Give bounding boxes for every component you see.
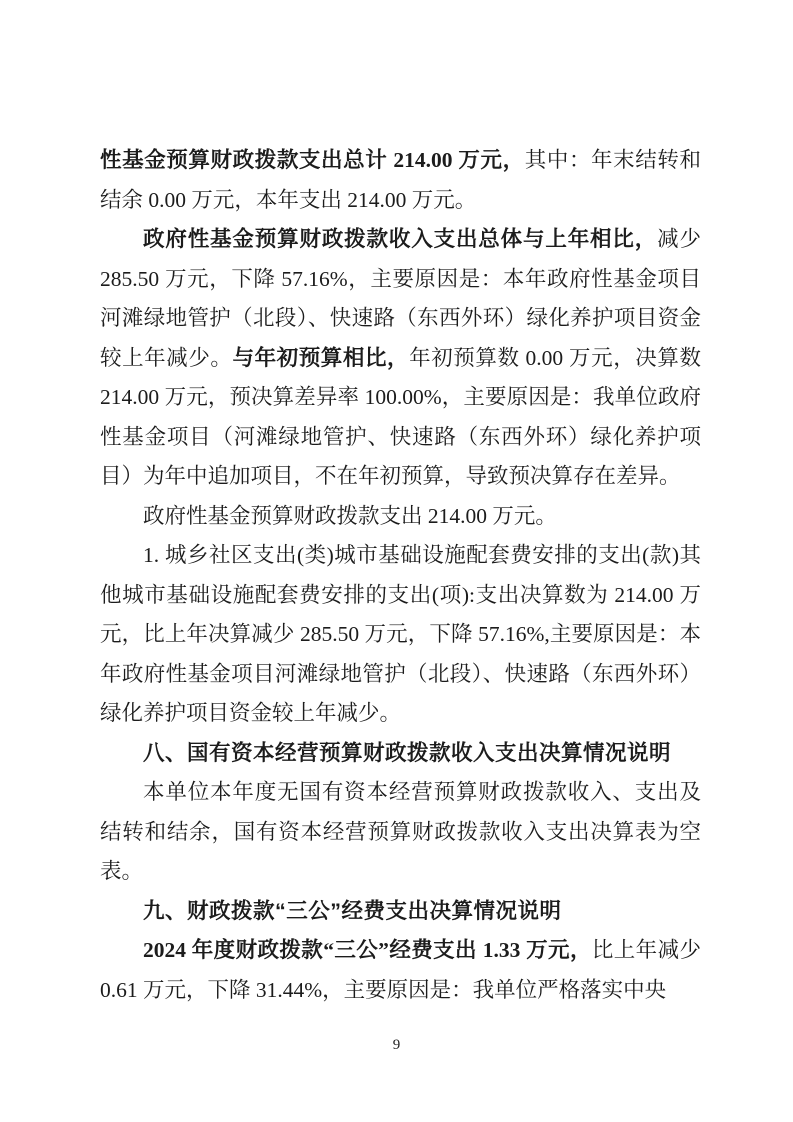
text-run: 其中：年末结转和结余 0.00 万元，本年支出 214.00 万元。: [100, 148, 701, 212]
text-run: 1. 城乡社区支出(类)城市基础设施配套费安排的支出(款)其他城市基础设施配套费安排的支出(项):支出决算数为 214.00 万元，比上年决算减少 285.50 万元，下降 57.16%,主要原因是：本年政府性基金项目河滩绿地管护（北段）、快速路（东西外环）绿化养护项目资金较上年减少。: [100, 543, 701, 725]
section-heading-8: 八、国有资本经营预算财政拨款收入支出决算情况说明: [143, 740, 672, 765]
section-heading-9: 九、财政拨款“三公”经费支出决算情况说明: [143, 898, 562, 923]
paragraph: [100, 931, 701, 1010]
bold-text-run: 与年初预算相比，: [232, 345, 410, 370]
paragraph: [100, 220, 701, 497]
text-run: 本单位本年度无国有资本经营预算财政拨款收入、支出及结转和结余，国有资本经营预算财政拨款收入支出决算表为空表。: [100, 780, 701, 883]
text-run: 政府性基金预算财政拨款支出 214.00 万元。: [143, 503, 557, 528]
text-run: 减少 285.50 万元，下降 57.16%，主要原因是：本年政府性基金项目河滩绿地管护（北段）、快速路（东西外环）绿化养护项目资金较上年减少。: [100, 227, 701, 370]
paragraph: [100, 773, 701, 892]
paragraph: [100, 536, 701, 734]
paragraph: [100, 141, 701, 220]
bold-text-run: 2024 年度财政拨款“三公”经费支出 1.33 万元，: [143, 938, 592, 962]
text-run: 年初预算数 0.00 万元，决算数 214.00 万元，预决算差异率 100.00%，主要原因是：我单位政府性基金项目（河滩绿地管护、快速路（东西外环）绿化养护项目）为年中追加项目，不在年初预算，导致预决算存在差异。: [100, 345, 701, 488]
text-run: 比上年减少 0.61 万元，下降 31.44%，主要原因是：我单位严格落实中央: [100, 938, 701, 1002]
paragraph: [100, 497, 701, 537]
document-body: [100, 141, 701, 1010]
bold-text-run: 政府性基金预算财政拨款收入支出总体与上年相比，: [143, 227, 658, 251]
page-number: 9: [392, 1037, 401, 1053]
bold-text-run: 性基金预算财政拨款支出总计 214.00 万元，: [100, 148, 525, 172]
